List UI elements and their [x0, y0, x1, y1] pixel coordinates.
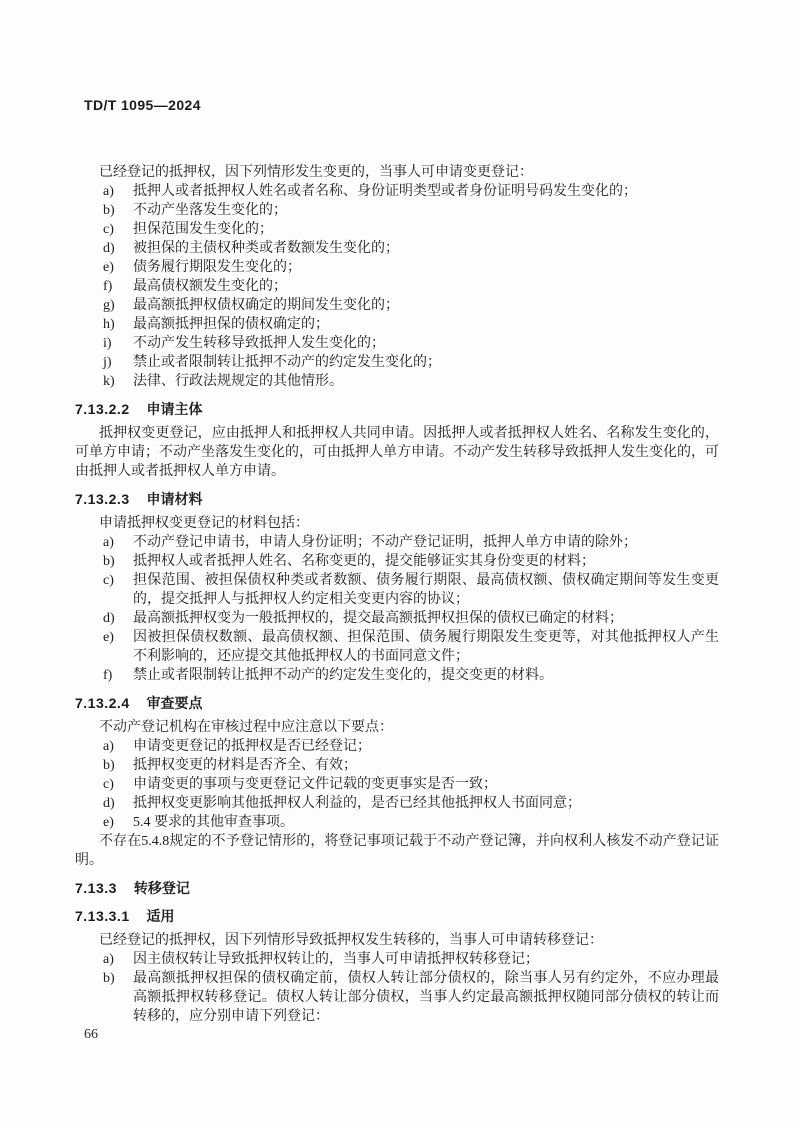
list-item-text: 法律、行政法规规定的其他情形。: [133, 374, 343, 389]
list-item: [103, 296, 719, 315]
list-item-label: a): [103, 535, 114, 550]
list-item-label: c): [103, 777, 114, 792]
paragraph: 已经登记的抵押权，因下列情形导致抵押权发生转移的，当事人可申请转移登记：: [99, 933, 603, 948]
heading-title: 审查要点: [146, 695, 203, 711]
list-item-label: d): [103, 241, 115, 256]
list-item-label: d): [103, 611, 115, 626]
list-item-label: e): [103, 630, 114, 645]
list-item: [103, 969, 719, 1026]
list-item-label: k): [103, 374, 115, 389]
list-item-text: 禁止或者限制转让抵押不动产的约定发生变化的，提交变更的材料。: [133, 668, 553, 683]
list-item: [103, 775, 719, 794]
list-item-label: c): [103, 222, 114, 237]
page-number: 66: [84, 1027, 98, 1042]
list-item-text: 最高额抵押权债权确定的期间发生变化的；: [133, 298, 399, 313]
list-item: [103, 277, 719, 296]
list-item-text: 不动产坐落发生变化的；: [133, 203, 287, 218]
list-item-label: i): [103, 336, 112, 351]
page-content: [75, 163, 719, 1026]
list-item-label: g): [103, 298, 115, 313]
list-item: [103, 737, 719, 756]
list-item-text: 最高债权额发生变化的；: [133, 279, 287, 294]
list-item-text: 申请变更登记的抵押权是否已经登记；: [133, 739, 371, 754]
list-item-text: 担保范围发生变化的；: [133, 222, 273, 237]
list-item-text: 最高额抵押权变为一般抵押权的，提交最高额抵押权担保的债权已确定的材料；: [133, 611, 623, 626]
paragraph-change-scope-lead: 已经登记的抵押权，因下列情形发生变更的，当事人可申请变更登记：: [99, 165, 533, 180]
list-item-text: 禁止或者限制转让抵押不动产的约定发生变化的；: [133, 355, 441, 370]
list-item-label: c): [103, 573, 114, 588]
list-item-text: 债务履行期限发生变化的；: [133, 260, 301, 275]
section-heading: [75, 400, 719, 419]
list-item-text: 不动产登记申请书，申请人身份证明；不动产登记证明，抵押人单方申请的除外；: [133, 535, 637, 550]
list-item: [103, 813, 719, 832]
list-item: [103, 794, 719, 813]
list-item-text: 抵押权人或者抵押人姓名、名称变更的，提交能够证实其身份变更的材料；: [133, 554, 595, 569]
heading-number: 7.13.2.3: [75, 491, 130, 507]
list-item-label: j): [103, 355, 112, 370]
list-item-label: b): [103, 971, 115, 986]
list-item-text: 最高额抵押担保的债权确定的；: [133, 317, 329, 332]
list-item: [103, 372, 719, 391]
list-item-label: d): [103, 796, 115, 811]
list-item: [103, 666, 719, 685]
list-item-label: a): [103, 952, 114, 967]
paragraph: 抵押权变更登记，应由抵押人和抵押权人共同申请。因抵押人或者抵押权人姓名、名称发生变化的，可单方申请；不动产坐落发生变化的，可由抵押人单方申请。不动产发生转移导致抵押人发生变化的，可由抵押人或者抵押权人单方申请。: [75, 426, 719, 479]
section-heading: [75, 490, 719, 509]
heading-number: 7.13.3.1: [75, 908, 130, 924]
list-item: [103, 182, 719, 201]
list-item-label: e): [103, 815, 114, 830]
list-item-label: e): [103, 260, 114, 275]
list-item: [103, 571, 719, 609]
list-item-label: f): [103, 279, 113, 294]
list-item-text: 被担保的主债权种类或者数额发生变化的；: [133, 241, 399, 256]
heading-title: 适用: [146, 908, 175, 924]
list-item: [103, 201, 719, 220]
doc-standard-number: TD/T 1095—2024: [84, 97, 201, 113]
heading-title: 转移登记: [133, 880, 190, 896]
list-item: [103, 628, 719, 666]
list-item-text: 最高额抵押权担保的债权确定前，债权人转让部分债权的，除当事人另有约定外，不应办理最高额抵押权转移登记。债权人转让部分债权，当事人约定最高额抵押权随同部分债权的转让而转移的，应分别申请下列登记：: [133, 971, 719, 1024]
list-item-label: a): [103, 184, 114, 199]
list-item-label: a): [103, 739, 114, 754]
list-item-label: b): [103, 554, 115, 569]
list-item: [103, 533, 719, 552]
list-item: [103, 353, 719, 372]
section-heading: [75, 879, 719, 898]
heading-title: 申请主体: [146, 401, 203, 417]
list-item-label: b): [103, 758, 115, 773]
paragraph: 不存在5.4.8规定的不予登记情形的，将登记事项记载于不动产登记簿，并向权利人核发不动产登记证明。: [75, 834, 719, 868]
list-item-text: 担保范围、被担保债权种类或者数额、债务履行期限、最高债权额、债权确定期间等发生变更的，提交抵押人与抵押权人约定相关变更内容的协议；: [133, 573, 719, 607]
list-item: [103, 756, 719, 775]
list-item: [103, 220, 719, 239]
list-item-text: 抵押权变更影响其他抵押权人利益的，是否已经其他抵押权人书面同意；: [133, 796, 581, 811]
list-item-label: b): [103, 203, 115, 218]
list-item: [103, 950, 719, 969]
list-item: [103, 552, 719, 571]
list-item-text: 因被担保债权数额、最高债权额、担保范围、债务履行期限发生变更等，对其他抵押权人产生不利影响的，还应提交其他抵押权人的书面同意文件；: [133, 630, 719, 664]
paragraph: 申请抵押权变更登记的材料包括：: [99, 516, 309, 531]
list-item: [103, 334, 719, 353]
list-item-label: h): [103, 317, 115, 332]
list-item-text: 不动产发生转移导致抵押人发生变化的；: [133, 336, 385, 351]
heading-number: 7.13.2.4: [75, 695, 130, 711]
heading-number: 7.13.3: [75, 880, 117, 896]
list-item: [103, 315, 719, 334]
heading-title: 申请材料: [146, 491, 203, 507]
list-item-label: f): [103, 668, 113, 683]
list-item-text: 抵押权变更的材料是否齐全、有效；: [133, 758, 357, 773]
list-item-text: 因主债权转让导致抵押权转让的，当事人可申请抵押权转移登记；: [133, 952, 539, 967]
list-item: [103, 258, 719, 277]
paragraph: 不动产登记机构在审核过程中应注意以下要点：: [99, 720, 393, 735]
section-heading: [75, 694, 719, 713]
section-heading: [75, 907, 719, 926]
heading-number: 7.13.2.2: [75, 401, 130, 417]
list-item: [103, 609, 719, 628]
list-item-text: 5.4 要求的其他审查事项。: [133, 815, 294, 830]
list-item-text: 抵押人或者抵押权人姓名或者名称、身份证明类型或者身份证明号码发生变化的；: [133, 184, 637, 199]
list-item-text: 申请变更的事项与变更登记文件记载的变更事实是否一致；: [133, 777, 497, 792]
list-item: [103, 239, 719, 258]
